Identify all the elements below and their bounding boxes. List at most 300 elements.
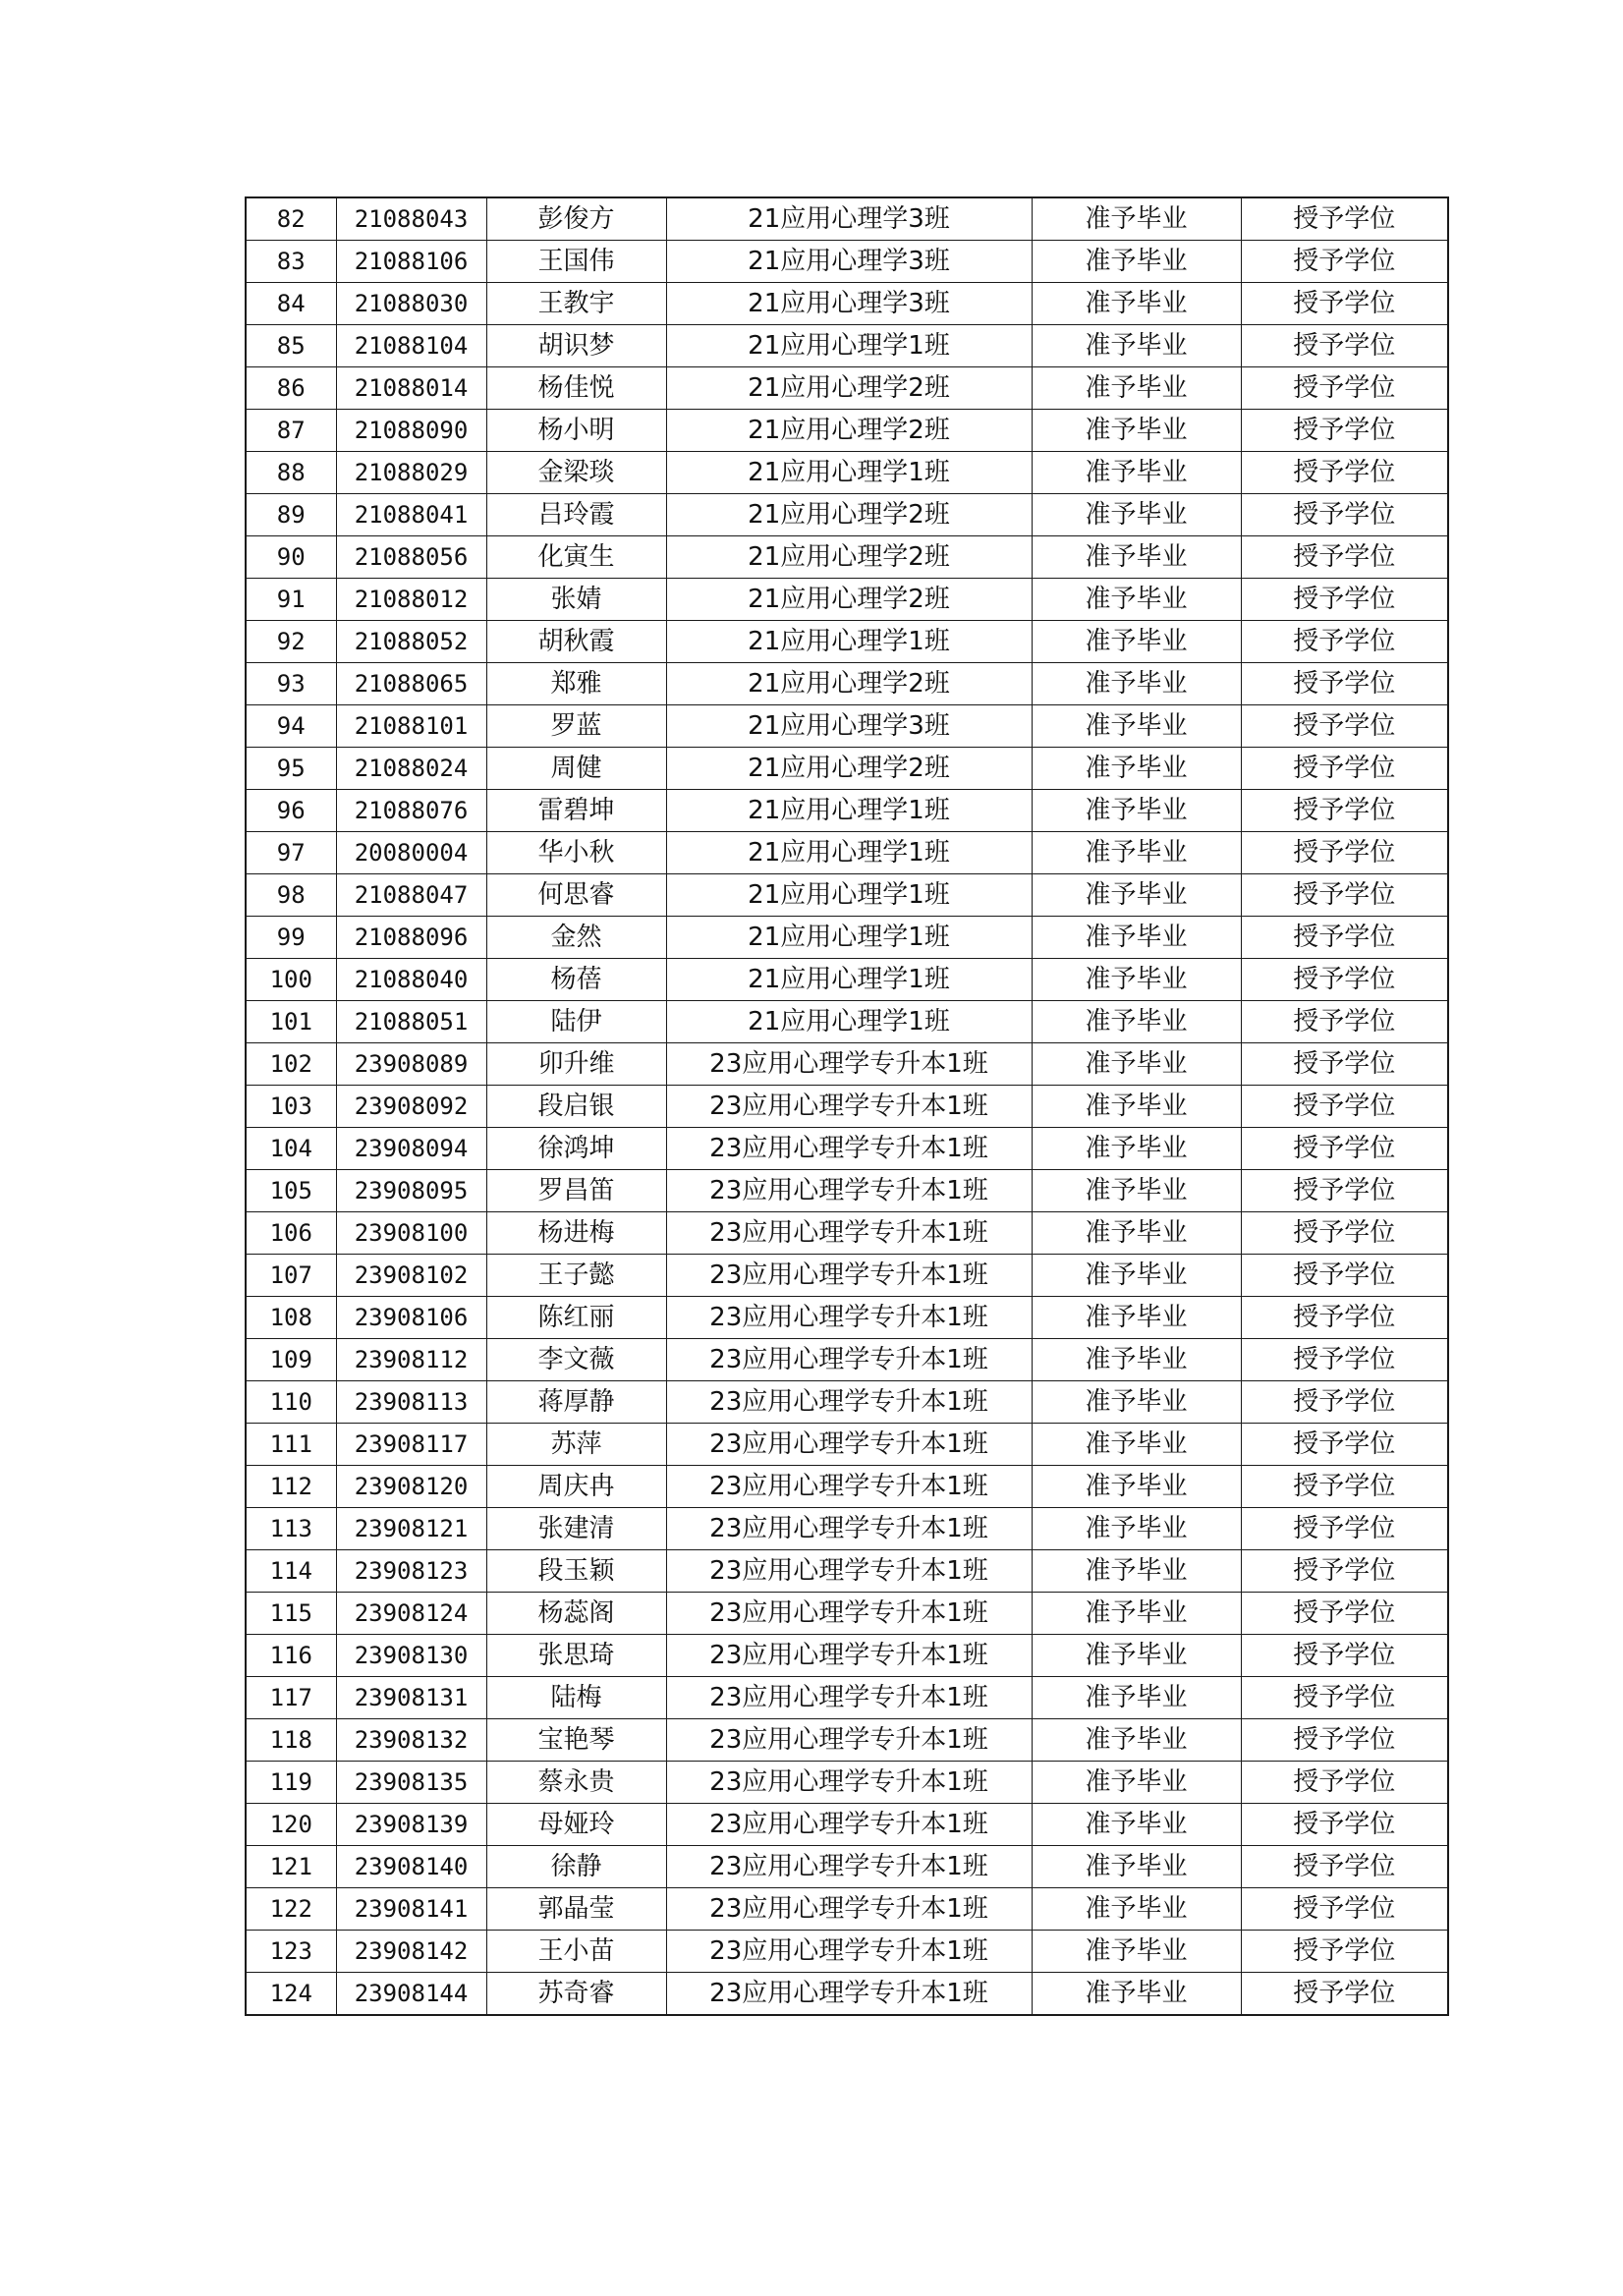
graduation-status: 准予毕业 (1032, 1508, 1241, 1550)
graduation-status: 准予毕业 (1032, 1931, 1241, 1973)
student-name: 陈红丽 (486, 1297, 666, 1339)
row-number: 123 (246, 1931, 336, 1973)
student-name: 张思琦 (486, 1635, 666, 1677)
row-number: 84 (246, 283, 336, 325)
student-name: 何思睿 (486, 874, 666, 917)
student-id: 21088076 (336, 790, 486, 832)
graduation-status: 准予毕业 (1032, 748, 1241, 790)
table-row (246, 1339, 1448, 1381)
class-name: 23应用心理学专升本1班 (666, 1297, 1032, 1339)
row-number: 92 (246, 621, 336, 663)
degree-status: 授予学位 (1241, 1086, 1448, 1128)
degree-status: 授予学位 (1241, 917, 1448, 959)
table-row (246, 1128, 1448, 1170)
class-name: 21应用心理学2班 (666, 367, 1032, 410)
class-name: 21应用心理学1班 (666, 959, 1032, 1001)
table-row (246, 917, 1448, 959)
graduation-status: 准予毕业 (1032, 1381, 1241, 1424)
student-id: 21088014 (336, 367, 486, 410)
row-number: 120 (246, 1804, 336, 1846)
row-number: 106 (246, 1212, 336, 1255)
row-number: 112 (246, 1466, 336, 1508)
class-name: 23应用心理学专升本1班 (666, 1846, 1032, 1888)
graduation-status: 准予毕业 (1032, 1128, 1241, 1170)
student-name: 苏萍 (486, 1424, 666, 1466)
class-name: 23应用心理学专升本1班 (666, 1888, 1032, 1931)
graduation-status: 准予毕业 (1032, 197, 1241, 241)
class-name: 23应用心理学专升本1班 (666, 1973, 1032, 2016)
degree-status: 授予学位 (1241, 536, 1448, 579)
graduation-status: 准予毕业 (1032, 1550, 1241, 1593)
student-id: 23908130 (336, 1635, 486, 1677)
table-row (246, 790, 1448, 832)
row-number: 88 (246, 452, 336, 494)
student-id: 23908124 (336, 1593, 486, 1635)
table-row (246, 325, 1448, 367)
graduation-status: 准予毕业 (1032, 917, 1241, 959)
row-number: 98 (246, 874, 336, 917)
student-id: 23908113 (336, 1381, 486, 1424)
degree-status: 授予学位 (1241, 748, 1448, 790)
class-name: 23应用心理学专升本1班 (666, 1128, 1032, 1170)
graduation-status: 准予毕业 (1032, 1973, 1241, 2016)
row-number: 103 (246, 1086, 336, 1128)
student-name: 陆梅 (486, 1677, 666, 1719)
graduation-status: 准予毕业 (1032, 241, 1241, 283)
class-name: 23应用心理学专升本1班 (666, 1508, 1032, 1550)
student-name: 金然 (486, 917, 666, 959)
table-row (246, 1719, 1448, 1762)
row-number: 117 (246, 1677, 336, 1719)
row-number: 94 (246, 705, 336, 748)
class-name: 23应用心理学专升本1班 (666, 1593, 1032, 1635)
degree-status: 授予学位 (1241, 663, 1448, 705)
class-name: 23应用心理学专升本1班 (666, 1381, 1032, 1424)
student-id: 23908144 (336, 1973, 486, 2016)
row-number: 83 (246, 241, 336, 283)
table-row (246, 1888, 1448, 1931)
row-number: 108 (246, 1297, 336, 1339)
class-name: 23应用心理学专升本1班 (666, 1762, 1032, 1804)
degree-status: 授予学位 (1241, 1508, 1448, 1550)
student-name: 段启银 (486, 1086, 666, 1128)
table-row (246, 579, 1448, 621)
student-name: 王教宇 (486, 283, 666, 325)
graduation-status: 准予毕业 (1032, 1297, 1241, 1339)
degree-status: 授予学位 (1241, 874, 1448, 917)
table-row (246, 1086, 1448, 1128)
student-name: 李文薇 (486, 1339, 666, 1381)
degree-status: 授予学位 (1241, 325, 1448, 367)
row-number: 124 (246, 1973, 336, 2016)
student-id: 23908140 (336, 1846, 486, 1888)
student-name: 金梁琰 (486, 452, 666, 494)
row-number: 100 (246, 959, 336, 1001)
graduation-status: 准予毕业 (1032, 1086, 1241, 1128)
table-row (246, 283, 1448, 325)
table-row (246, 1170, 1448, 1212)
row-number: 111 (246, 1424, 336, 1466)
student-name: 徐鸿坤 (486, 1128, 666, 1170)
class-name: 21应用心理学2班 (666, 748, 1032, 790)
table-row (246, 1846, 1448, 1888)
graduation-status: 准予毕业 (1032, 579, 1241, 621)
student-name: 卯升维 (486, 1043, 666, 1086)
table-row (246, 536, 1448, 579)
student-id: 21088065 (336, 663, 486, 705)
degree-status: 授予学位 (1241, 832, 1448, 874)
degree-status: 授予学位 (1241, 1001, 1448, 1043)
degree-status: 授予学位 (1241, 1973, 1448, 2016)
table-row (246, 874, 1448, 917)
student-id: 21088101 (336, 705, 486, 748)
graduation-status: 准予毕业 (1032, 1762, 1241, 1804)
graduation-status: 准予毕业 (1032, 1635, 1241, 1677)
student-id: 21088104 (336, 325, 486, 367)
class-name: 21应用心理学2班 (666, 494, 1032, 536)
degree-status: 授予学位 (1241, 621, 1448, 663)
class-name: 21应用心理学2班 (666, 663, 1032, 705)
student-id: 23908120 (336, 1466, 486, 1508)
row-number: 82 (246, 197, 336, 241)
class-name: 21应用心理学2班 (666, 410, 1032, 452)
row-number: 86 (246, 367, 336, 410)
student-name: 彭俊方 (486, 197, 666, 241)
student-id: 23908131 (336, 1677, 486, 1719)
row-number: 118 (246, 1719, 336, 1762)
student-id: 21088040 (336, 959, 486, 1001)
graduation-status: 准予毕业 (1032, 536, 1241, 579)
row-number: 121 (246, 1846, 336, 1888)
class-name: 21应用心理学1班 (666, 874, 1032, 917)
class-name: 23应用心理学专升本1班 (666, 1424, 1032, 1466)
row-number: 85 (246, 325, 336, 367)
student-id: 23908102 (336, 1255, 486, 1297)
student-name: 周健 (486, 748, 666, 790)
table-row (246, 410, 1448, 452)
degree-status: 授予学位 (1241, 1888, 1448, 1931)
row-number: 115 (246, 1593, 336, 1635)
graduation-status: 准予毕业 (1032, 959, 1241, 1001)
student-name: 张建清 (486, 1508, 666, 1550)
student-id: 21088106 (336, 241, 486, 283)
graduation-status: 准予毕业 (1032, 1719, 1241, 1762)
table-row (246, 1424, 1448, 1466)
student-name: 杨佳悦 (486, 367, 666, 410)
row-number: 119 (246, 1762, 336, 1804)
student-name: 化寅生 (486, 536, 666, 579)
student-name: 周庆冉 (486, 1466, 666, 1508)
student-name: 郑雅 (486, 663, 666, 705)
student-id: 23908100 (336, 1212, 486, 1255)
graduation-status: 准予毕业 (1032, 1255, 1241, 1297)
degree-status: 授予学位 (1241, 1297, 1448, 1339)
class-name: 23应用心理学专升本1班 (666, 1931, 1032, 1973)
table-row (246, 197, 1448, 241)
graduation-status: 准予毕业 (1032, 1466, 1241, 1508)
class-name: 21应用心理学1班 (666, 832, 1032, 874)
degree-status: 授予学位 (1241, 1212, 1448, 1255)
row-number: 90 (246, 536, 336, 579)
class-name: 21应用心理学3班 (666, 705, 1032, 748)
class-name: 23应用心理学专升本1班 (666, 1550, 1032, 1593)
student-name: 罗蓝 (486, 705, 666, 748)
class-name: 21应用心理学2班 (666, 579, 1032, 621)
table-row (246, 1593, 1448, 1635)
student-id: 21088024 (336, 748, 486, 790)
row-number: 89 (246, 494, 336, 536)
graduation-status: 准予毕业 (1032, 1424, 1241, 1466)
table-row (246, 1043, 1448, 1086)
student-name: 王子懿 (486, 1255, 666, 1297)
graduation-status: 准予毕业 (1032, 621, 1241, 663)
student-name: 雷碧坤 (486, 790, 666, 832)
graduation-status: 准予毕业 (1032, 1677, 1241, 1719)
table-row (246, 621, 1448, 663)
class-name: 21应用心理学3班 (666, 241, 1032, 283)
student-id: 21088041 (336, 494, 486, 536)
degree-status: 授予学位 (1241, 197, 1448, 241)
degree-status: 授予学位 (1241, 1635, 1448, 1677)
graduation-roster-table (245, 196, 1449, 2016)
row-number: 99 (246, 917, 336, 959)
degree-status: 授予学位 (1241, 1170, 1448, 1212)
degree-status: 授予学位 (1241, 1931, 1448, 1973)
class-name: 23应用心理学专升本1班 (666, 1086, 1032, 1128)
row-number: 91 (246, 579, 336, 621)
table-row (246, 1762, 1448, 1804)
student-id: 23908135 (336, 1762, 486, 1804)
class-name: 21应用心理学1班 (666, 917, 1032, 959)
graduation-status: 准予毕业 (1032, 705, 1241, 748)
table-row (246, 494, 1448, 536)
student-id: 23908142 (336, 1931, 486, 1973)
class-name: 23应用心理学专升本1班 (666, 1043, 1032, 1086)
student-name: 段玉颖 (486, 1550, 666, 1593)
class-name: 21应用心理学2班 (666, 536, 1032, 579)
degree-status: 授予学位 (1241, 790, 1448, 832)
student-id: 21088030 (336, 283, 486, 325)
degree-status: 授予学位 (1241, 579, 1448, 621)
row-number: 102 (246, 1043, 336, 1086)
row-number: 93 (246, 663, 336, 705)
student-name: 苏奇睿 (486, 1973, 666, 2016)
degree-status: 授予学位 (1241, 410, 1448, 452)
student-id: 23908141 (336, 1888, 486, 1931)
graduation-status: 准予毕业 (1032, 1888, 1241, 1931)
class-name: 23应用心理学专升本1班 (666, 1255, 1032, 1297)
table-row (246, 1931, 1448, 1973)
table-row (246, 1466, 1448, 1508)
student-id: 23908132 (336, 1719, 486, 1762)
row-number: 87 (246, 410, 336, 452)
degree-status: 授予学位 (1241, 1128, 1448, 1170)
degree-status: 授予学位 (1241, 494, 1448, 536)
table-row (246, 1677, 1448, 1719)
degree-status: 授予学位 (1241, 1043, 1448, 1086)
student-id: 21088056 (336, 536, 486, 579)
student-name: 徐静 (486, 1846, 666, 1888)
class-name: 21应用心理学1班 (666, 452, 1032, 494)
table-row (246, 1804, 1448, 1846)
table-row (246, 1297, 1448, 1339)
row-number: 107 (246, 1255, 336, 1297)
student-id: 23908117 (336, 1424, 486, 1466)
student-name: 王国伟 (486, 241, 666, 283)
student-name: 张婧 (486, 579, 666, 621)
table-row (246, 1212, 1448, 1255)
student-name: 杨小明 (486, 410, 666, 452)
degree-status: 授予学位 (1241, 1466, 1448, 1508)
graduation-status: 准予毕业 (1032, 1043, 1241, 1086)
row-number: 104 (246, 1128, 336, 1170)
table-row (246, 959, 1448, 1001)
table-row (246, 748, 1448, 790)
table-row (246, 832, 1448, 874)
degree-status: 授予学位 (1241, 1804, 1448, 1846)
student-name: 胡秋霞 (486, 621, 666, 663)
degree-status: 授予学位 (1241, 1762, 1448, 1804)
student-id: 23908139 (336, 1804, 486, 1846)
student-id: 21088051 (336, 1001, 486, 1043)
row-number: 113 (246, 1508, 336, 1550)
row-number: 96 (246, 790, 336, 832)
table-row (246, 1973, 1448, 2016)
degree-status: 授予学位 (1241, 1593, 1448, 1635)
student-id: 21088029 (336, 452, 486, 494)
graduation-status: 准予毕业 (1032, 1804, 1241, 1846)
graduation-status: 准予毕业 (1032, 325, 1241, 367)
student-id: 23908106 (336, 1297, 486, 1339)
roster-body (246, 197, 1448, 2015)
table-row (246, 663, 1448, 705)
class-name: 21应用心理学1班 (666, 1001, 1032, 1043)
class-name: 23应用心理学专升本1班 (666, 1466, 1032, 1508)
student-id: 23908095 (336, 1170, 486, 1212)
table-row (246, 1001, 1448, 1043)
student-id: 23908123 (336, 1550, 486, 1593)
class-name: 23应用心理学专升本1班 (666, 1804, 1032, 1846)
student-name: 吕玲霞 (486, 494, 666, 536)
student-id: 21088047 (336, 874, 486, 917)
table-row (246, 1508, 1448, 1550)
class-name: 23应用心理学专升本1班 (666, 1339, 1032, 1381)
class-name: 23应用心理学专升本1班 (666, 1170, 1032, 1212)
graduation-status: 准予毕业 (1032, 832, 1241, 874)
student-id: 23908112 (336, 1339, 486, 1381)
table-row (246, 1550, 1448, 1593)
student-name: 王小苗 (486, 1931, 666, 1973)
student-id: 21088096 (336, 917, 486, 959)
table-row (246, 1255, 1448, 1297)
student-name: 华小秋 (486, 832, 666, 874)
graduation-status: 准予毕业 (1032, 367, 1241, 410)
degree-status: 授予学位 (1241, 452, 1448, 494)
student-id: 21088052 (336, 621, 486, 663)
degree-status: 授予学位 (1241, 1677, 1448, 1719)
table-row (246, 705, 1448, 748)
graduation-status: 准予毕业 (1032, 1212, 1241, 1255)
degree-status: 授予学位 (1241, 959, 1448, 1001)
student-name: 杨蓓 (486, 959, 666, 1001)
student-id: 21088012 (336, 579, 486, 621)
student-name: 宝艳琴 (486, 1719, 666, 1762)
row-number: 122 (246, 1888, 336, 1931)
class-name: 21应用心理学1班 (666, 790, 1032, 832)
class-name: 21应用心理学1班 (666, 325, 1032, 367)
student-name: 杨进梅 (486, 1212, 666, 1255)
student-id: 23908089 (336, 1043, 486, 1086)
degree-status: 授予学位 (1241, 1339, 1448, 1381)
degree-status: 授予学位 (1241, 1719, 1448, 1762)
row-number: 95 (246, 748, 336, 790)
graduation-status: 准予毕业 (1032, 452, 1241, 494)
graduation-status: 准予毕业 (1032, 283, 1241, 325)
class-name: 23应用心理学专升本1班 (666, 1212, 1032, 1255)
degree-status: 授予学位 (1241, 283, 1448, 325)
student-id: 23908121 (336, 1508, 486, 1550)
row-number: 105 (246, 1170, 336, 1212)
student-name: 蔡永贵 (486, 1762, 666, 1804)
degree-status: 授予学位 (1241, 1846, 1448, 1888)
row-number: 116 (246, 1635, 336, 1677)
graduation-status: 准予毕业 (1032, 1593, 1241, 1635)
graduation-status: 准予毕业 (1032, 663, 1241, 705)
degree-status: 授予学位 (1241, 705, 1448, 748)
graduation-status: 准予毕业 (1032, 1846, 1241, 1888)
class-name: 23应用心理学专升本1班 (666, 1635, 1032, 1677)
table-row (246, 367, 1448, 410)
student-id: 21088090 (336, 410, 486, 452)
graduation-status: 准予毕业 (1032, 1001, 1241, 1043)
degree-status: 授予学位 (1241, 1424, 1448, 1466)
student-name: 罗昌笛 (486, 1170, 666, 1212)
graduation-status: 准予毕业 (1032, 1170, 1241, 1212)
degree-status: 授予学位 (1241, 1255, 1448, 1297)
student-name: 陆伊 (486, 1001, 666, 1043)
degree-status: 授予学位 (1241, 1550, 1448, 1593)
row-number: 110 (246, 1381, 336, 1424)
table-row (246, 1381, 1448, 1424)
class-name: 21应用心理学3班 (666, 283, 1032, 325)
graduation-status: 准予毕业 (1032, 494, 1241, 536)
student-id: 20080004 (336, 832, 486, 874)
student-name: 杨蕊阁 (486, 1593, 666, 1635)
student-id: 23908094 (336, 1128, 486, 1170)
student-name: 胡识梦 (486, 325, 666, 367)
degree-status: 授予学位 (1241, 367, 1448, 410)
row-number: 109 (246, 1339, 336, 1381)
student-name: 郭晶莹 (486, 1888, 666, 1931)
degree-status: 授予学位 (1241, 1381, 1448, 1424)
graduation-status: 准予毕业 (1032, 1339, 1241, 1381)
class-name: 23应用心理学专升本1班 (666, 1677, 1032, 1719)
graduation-status: 准予毕业 (1032, 874, 1241, 917)
graduation-status: 准予毕业 (1032, 410, 1241, 452)
class-name: 21应用心理学3班 (666, 197, 1032, 241)
student-name: 蒋厚静 (486, 1381, 666, 1424)
row-number: 97 (246, 832, 336, 874)
table-row (246, 452, 1448, 494)
row-number: 114 (246, 1550, 336, 1593)
graduation-status: 准予毕业 (1032, 790, 1241, 832)
student-name: 母娅玲 (486, 1804, 666, 1846)
row-number: 101 (246, 1001, 336, 1043)
class-name: 23应用心理学专升本1班 (666, 1719, 1032, 1762)
student-id: 23908092 (336, 1086, 486, 1128)
table-row (246, 241, 1448, 283)
table-row (246, 1635, 1448, 1677)
